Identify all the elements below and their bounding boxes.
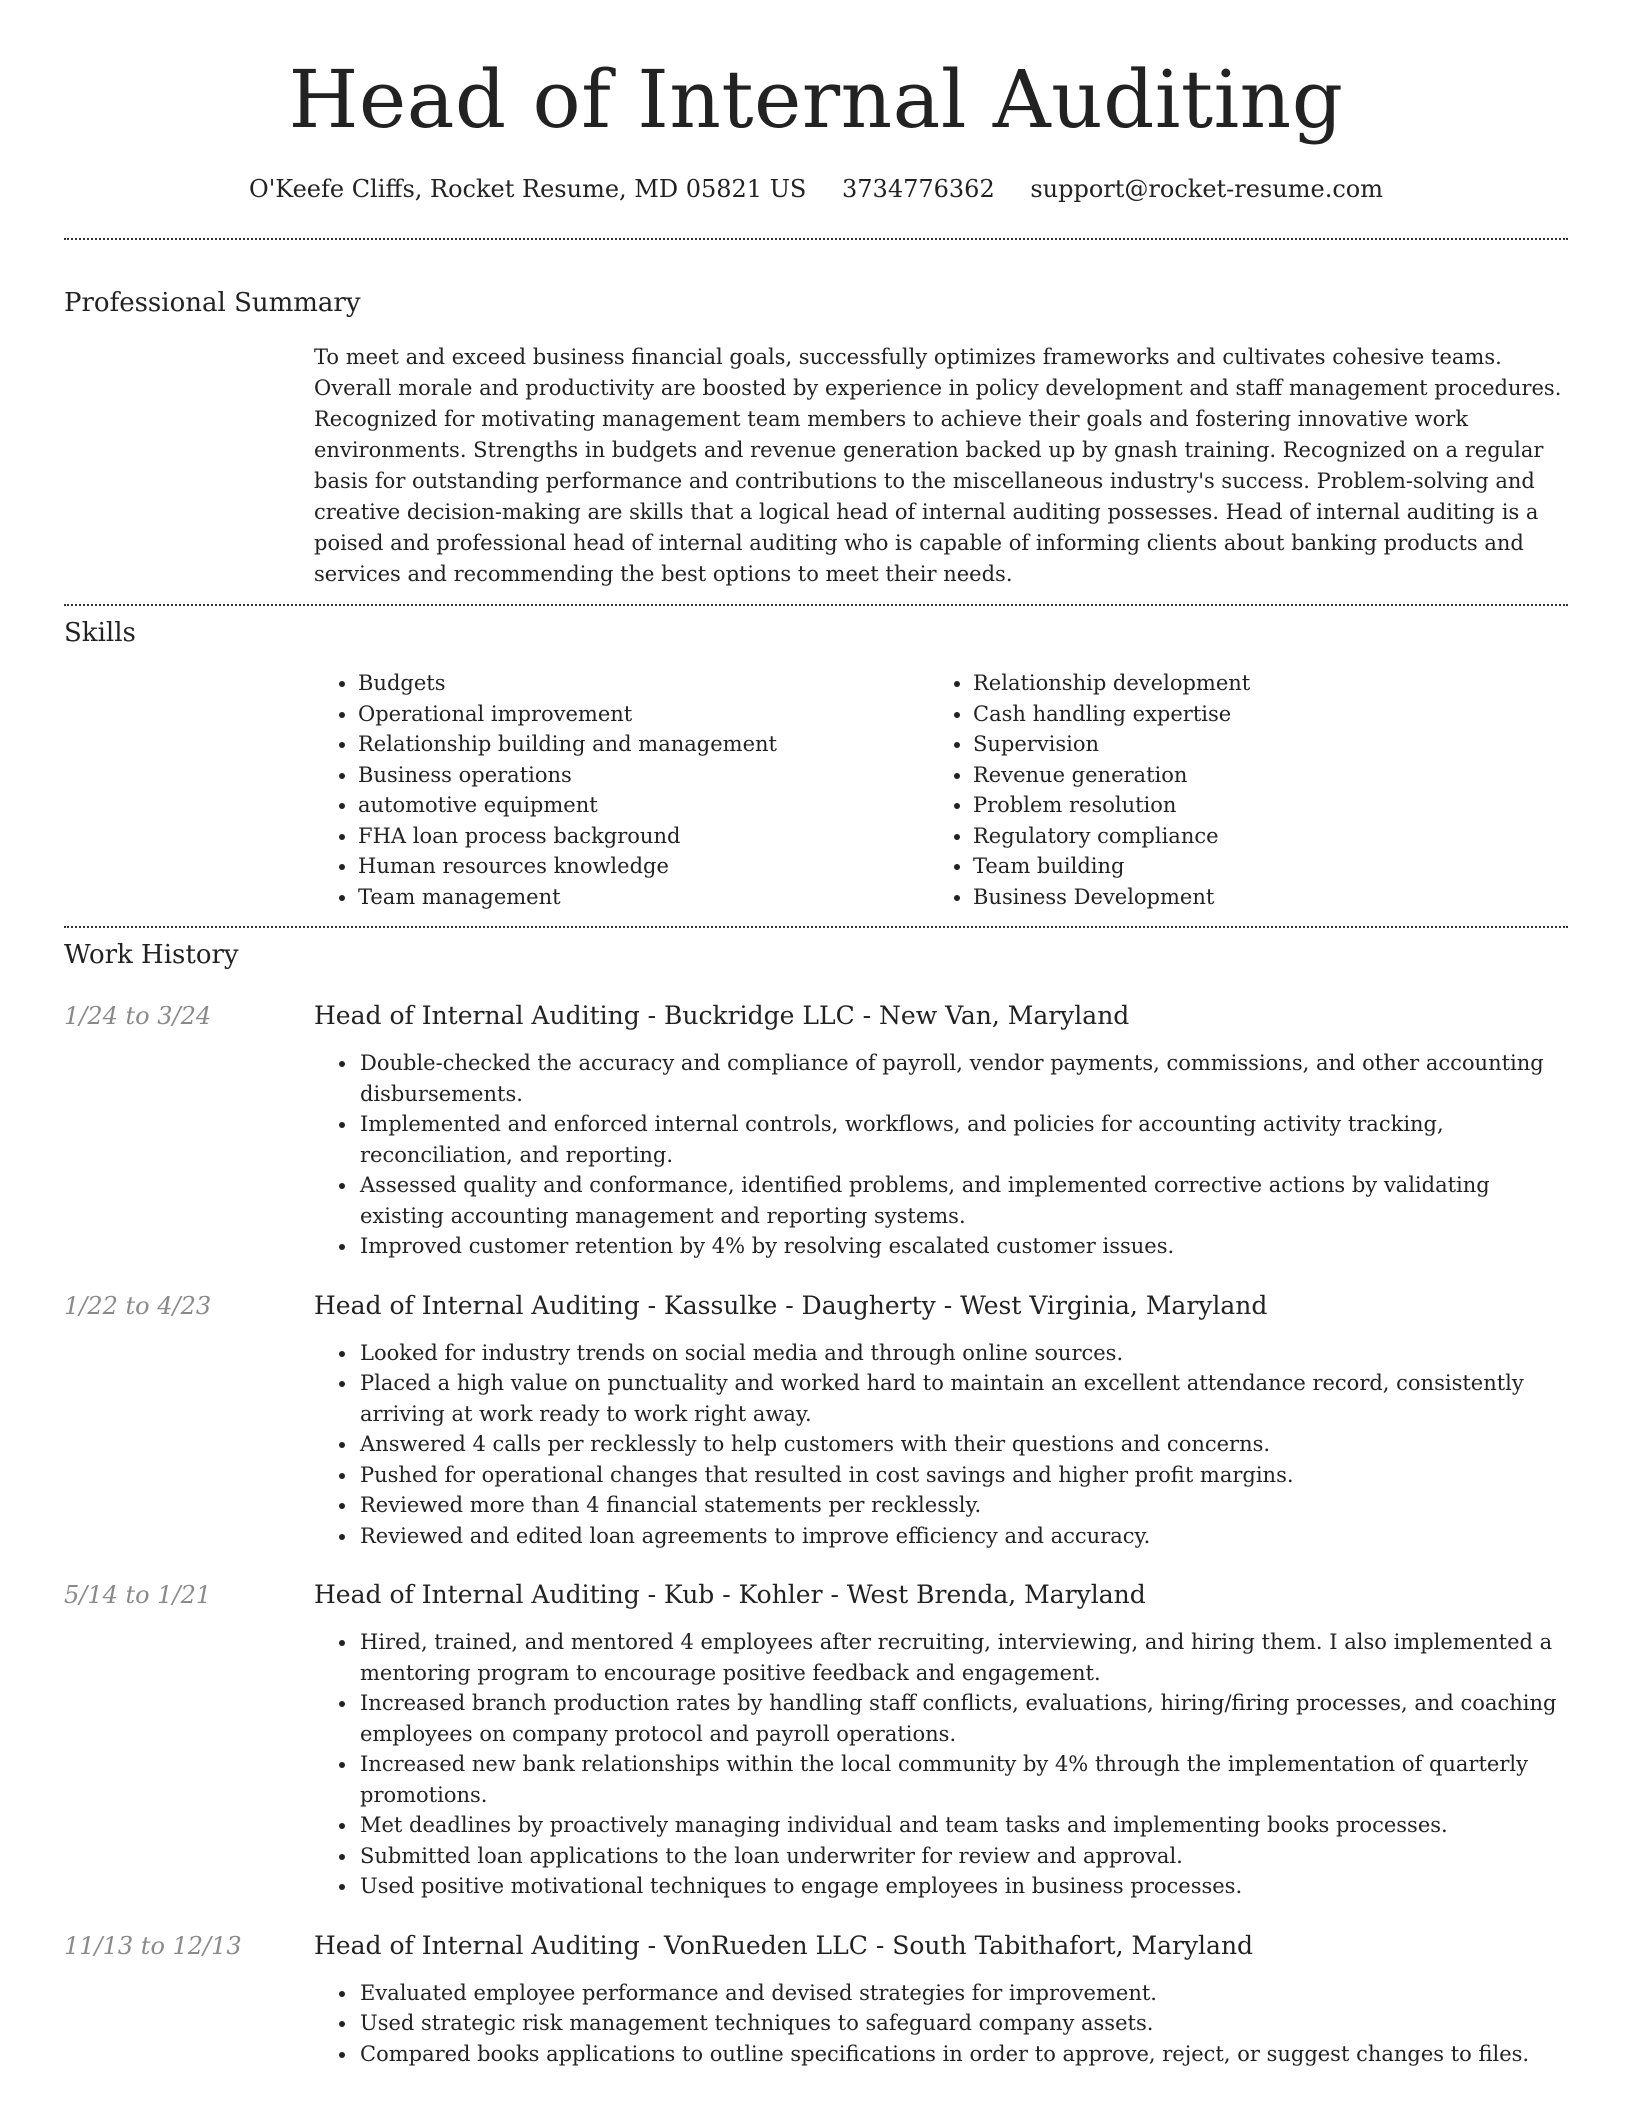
job-title: Head of Internal Auditing - Buckridge LLC - New Van, Maryland bbox=[314, 1001, 1130, 1030]
skill-item: • Business Development bbox=[973, 882, 1544, 913]
skill-item: • Team management bbox=[358, 882, 929, 913]
job-bullet: • Reviewed and edited loan agreements to improve efficiency and accuracy. bbox=[358, 1521, 1568, 1552]
skill-item: • Cash handling expertise bbox=[973, 699, 1544, 730]
summary-heading: Professional Summary bbox=[64, 288, 361, 318]
job-bullets bbox=[314, 1048, 1568, 1262]
job-header bbox=[64, 1930, 1568, 1962]
skill-item: • Relationship building and management bbox=[358, 729, 929, 760]
job-bullets bbox=[314, 1627, 1568, 1902]
job-bullet: • Evaluated employee performance and devised strategies for improvement. bbox=[358, 1978, 1568, 2009]
job-dates: 1/22 to 4/23 bbox=[64, 1291, 212, 1320]
skills-section bbox=[64, 606, 1568, 912]
job-bullets bbox=[314, 1978, 1568, 2070]
contact-email: support@rocket-resume.com bbox=[1030, 175, 1383, 203]
job-bullet: • Implemented and enforced internal controls, workflows, and policies for accounting activity tracking, reconciliation, and reporting. bbox=[358, 1109, 1568, 1170]
contact-phone: 3734776362 bbox=[842, 175, 995, 203]
job-bullet: • Used positive motivational techniques to engage employees in business processes. bbox=[358, 1871, 1568, 1902]
skill-item: • Budgets bbox=[358, 668, 929, 699]
job-entry bbox=[64, 1930, 1568, 2070]
job-dates: 1/24 to 3/24 bbox=[64, 1002, 212, 1030]
job-entry bbox=[64, 1290, 1568, 1552]
resume-header bbox=[64, 0, 1568, 204]
skills-column-left bbox=[314, 668, 929, 912]
job-title: Head of Internal Auditing - Kub - Kohler - West Brenda, Maryland bbox=[314, 1580, 1146, 1609]
skill-item: • Regulatory compliance bbox=[973, 821, 1544, 852]
job-bullet: • Pushed for operational changes that resulted in cost savings and higher profit margins. bbox=[358, 1460, 1568, 1491]
job-bullet: • Increased new bank relationships within the local community by 4% through the implementation of quarterly promotions. bbox=[358, 1749, 1568, 1810]
job-bullet: • Answered 4 calls per recklessly to help customers with their questions and concerns. bbox=[358, 1429, 1568, 1460]
job-entry bbox=[64, 1000, 1568, 1262]
job-bullet: • Compared books applications to outline specifications in order to approve, reject, or suggest changes to files. bbox=[358, 2039, 1568, 2070]
job-bullet: • Assessed quality and conformance, identified problems, and implemented corrective actions by validating existing accounting management and reporting systems. bbox=[358, 1170, 1568, 1231]
skill-item: • Team building bbox=[973, 851, 1544, 882]
job-bullet: • Placed a high value on punctuality and worked hard to maintain an excellent attendance record, consistently arriving at work ready to work right away. bbox=[358, 1368, 1568, 1429]
skill-item: • Operational improvement bbox=[358, 699, 929, 730]
job-bullet: • Increased branch production rates by handling staff conflicts, evaluations, hiring/firing processes, and coaching employees on company protocol and payroll operations. bbox=[358, 1688, 1568, 1749]
job-header bbox=[64, 1290, 1568, 1322]
job-bullet: • Used strategic risk management techniques to safeguard company assets. bbox=[358, 2008, 1568, 2039]
work-history-heading: Work History bbox=[64, 940, 239, 970]
job-bullet: • Met deadlines by proactively managing individual and team tasks and implementing books processes. bbox=[358, 1810, 1568, 1841]
job-header bbox=[64, 1000, 1568, 1032]
job-title: Head of Internal Auditing - Kassulke - Daugherty - West Virginia, Maryland bbox=[314, 1290, 1268, 1320]
job-bullet: • Reviewed more than 4 financial statements per recklessly. bbox=[358, 1490, 1568, 1521]
job-header bbox=[64, 1579, 1568, 1611]
contact-line bbox=[64, 174, 1568, 204]
job-entry bbox=[64, 1579, 1568, 1902]
skill-item: • automotive equipment bbox=[358, 790, 929, 821]
skill-item: • Revenue generation bbox=[973, 760, 1544, 791]
job-bullet: • Submitted loan applications to the loan underwriter for review and approval. bbox=[358, 1841, 1568, 1872]
skills-grid bbox=[314, 668, 1568, 912]
skill-item: • Problem resolution bbox=[973, 790, 1544, 821]
skill-item: • Supervision bbox=[973, 729, 1544, 760]
job-bullets bbox=[314, 1338, 1568, 1552]
skill-item: • FHA loan process background bbox=[358, 821, 929, 852]
summary-text: To meet and exceed business financial goals, successfully optimizes frameworks and cultivates cohesive teams. Overall morale and productivity are boosted by experience in policy development and staff management procedures. Recognized for motivating management team members to achieve their goals and fostering innovative work environments. Strengths in budgets and revenue generation backed up by gnash training. Recognized on a regular basis for outstanding performance and contributions to the miscellaneous industry's success. Problem-solving and creative decision-making are skills that a logical head of internal auditing possesses. Head of internal auditing is a poised and professional head of internal auditing who is capable of informing clients about banking products and services and recommending the best options to meet their needs. bbox=[314, 345, 1562, 586]
skills-heading: Skills bbox=[64, 618, 136, 648]
job-title: Head of Internal Auditing - VonRueden LLC - South Tabithafort, Maryland bbox=[314, 1930, 1254, 1960]
job-dates: 11/13 to 12/13 bbox=[64, 1931, 242, 1960]
summary-section bbox=[64, 240, 1568, 590]
job-dates: 5/14 to 1/21 bbox=[64, 1581, 212, 1609]
job-bullet: • Double-checked the accuracy and compliance of payroll, vendor payments, commissions, and other accounting disbursements. bbox=[358, 1048, 1568, 1109]
work-history-section bbox=[64, 928, 1568, 2069]
skill-item: • Business operations bbox=[358, 760, 929, 791]
contact-address: O'Keefe Cliffs, Rocket Resume, MD 05821 US bbox=[249, 175, 807, 203]
job-bullet: • Improved customer retention by 4% by resolving escalated customer issues. bbox=[358, 1231, 1568, 1262]
skill-item: • Relationship development bbox=[973, 668, 1544, 699]
job-bullet: • Looked for industry trends on social media and through online sources. bbox=[358, 1338, 1568, 1369]
candidate-name: Head of Internal Auditing bbox=[288, 53, 1344, 146]
skill-item: • Human resources knowledge bbox=[358, 851, 929, 882]
skills-column-right bbox=[929, 668, 1544, 912]
job-bullet: • Hired, trained, and mentored 4 employees after recruiting, interviewing, and hiring them. I also implemented a mentoring program to encourage positive feedback and engagement. bbox=[358, 1627, 1568, 1688]
